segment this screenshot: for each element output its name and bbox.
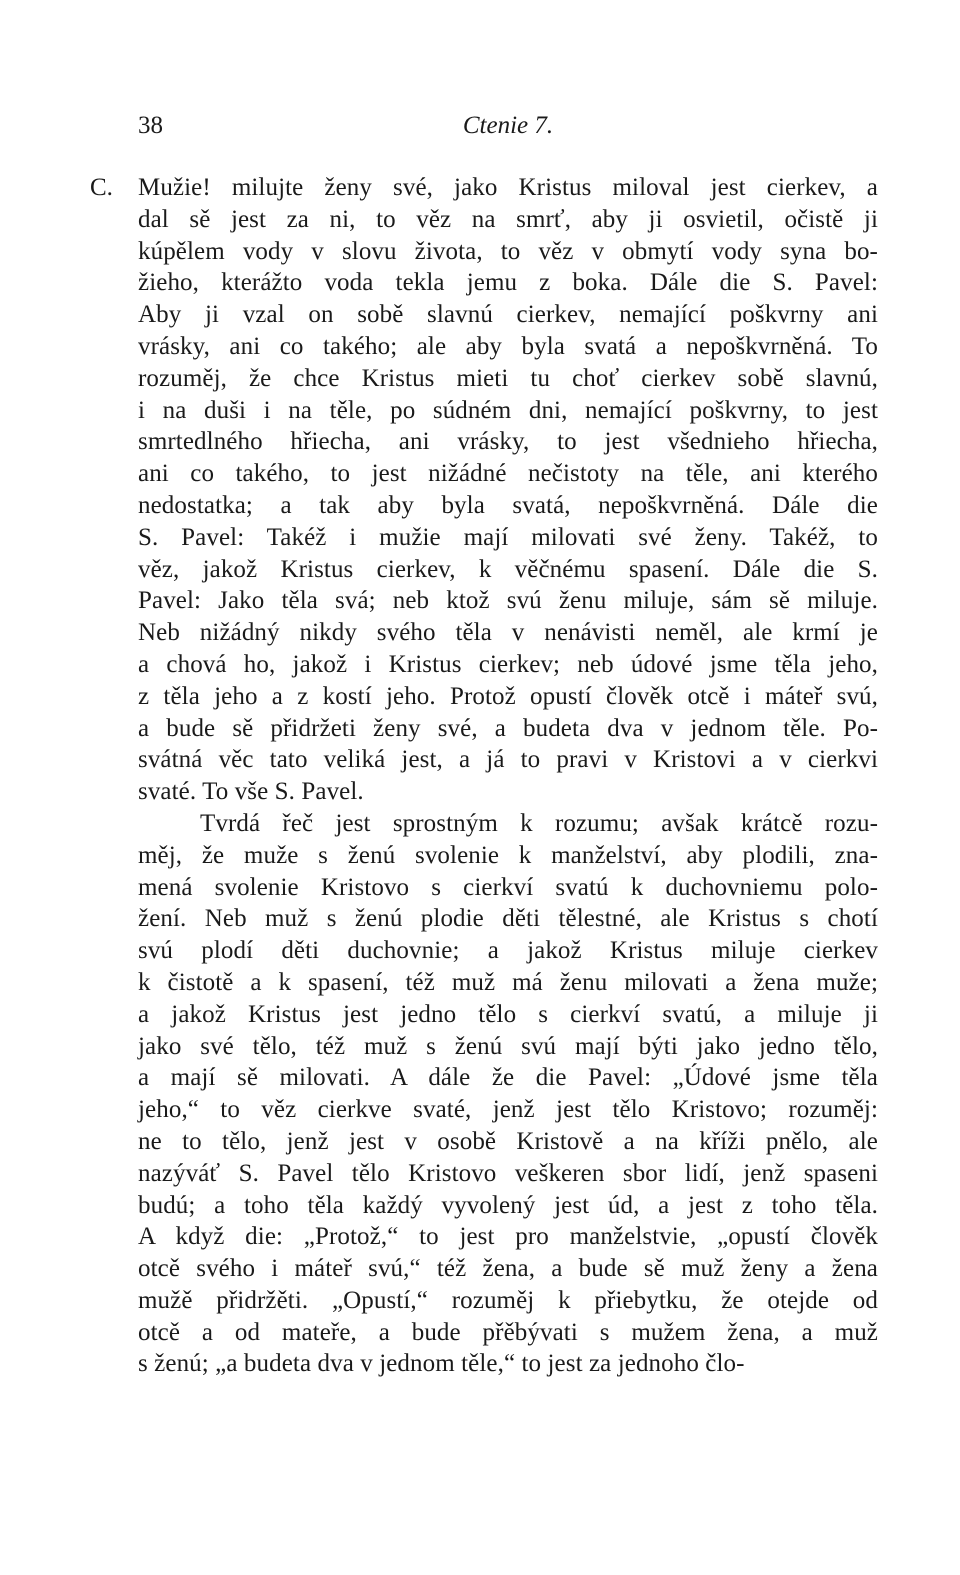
text-line: nazýváť S. Pavel tělo Kristovo veškeren sbor lidí, jenž spaseni <box>138 1159 878 1187</box>
running-head <box>138 112 878 142</box>
text-line: jeho,“ to věz cierkve svaté, jenž jest tělo Kristovo; rozuměj: <box>138 1096 878 1124</box>
text-line: svú plodí děti duchovnie; a jakož Kristus miluje cierkev <box>138 937 878 965</box>
text-line: měj, že muže s ženú svolenie k manželství, aby plodili, zna- <box>138 841 878 869</box>
text-line: s ženú; „a budeta dva v jednom těle,“ to jest za jednoho člo- <box>138 1350 745 1378</box>
body-text <box>138 172 878 1380</box>
page-number: 38 <box>138 112 163 139</box>
text-line: S. Pavel: Takéž i mužie mají milovati své ženy. Takéž, to <box>138 523 878 551</box>
text-line: Mužie! milujte ženy své, jako Kristus miloval jest cierkev, a <box>138 174 878 201</box>
text-line: rozuměj, že chce Kristus mieti tu choť cierkev sobě slavnú, <box>138 364 878 392</box>
text-line: A když die: „Protož,“ to jest pro manželstvie, „opustí člověk <box>138 1223 878 1251</box>
text-line: a mají sě milovati. A dále že die Pavel: „Údové jsme těla <box>138 1064 878 1092</box>
text-line: z těla jeho a z kostí jeho. Protož opustí člověk otcě i máteř svú, <box>138 682 878 710</box>
text-line: otcě a od mateře, a bude přěbývati s mužem žena, a muž <box>138 1318 878 1346</box>
text-line: kúpělem vody v slovu života, to věz v obmytí vody syna bo- <box>138 237 878 265</box>
text-line: Pavel: Jako těla svá; neb ktož svú ženu miluje, sám sě miluje. <box>138 587 878 615</box>
text-line: věz, jakož Kristus cierkev, k věčnému spasení. Dále die S. <box>138 555 878 583</box>
text-line: k čistotě a k spasení, též muž má ženu milovati a žena muže; <box>138 968 878 996</box>
running-title: Ctenie 7. <box>462 112 554 139</box>
text-line: mužě přidržěti. „Opustí,“ rozuměj k přiebytku, že otejde od <box>138 1286 878 1314</box>
text-line: žení. Neb muž s ženú plodie děti tělestné, ale Kristus s chotí <box>138 905 878 933</box>
text-line: dal sě jest za ni, to věz na smrť, aby ji osvietil, očistě ji <box>138 205 878 233</box>
text-line: a jakož Kristus jest jedno tělo s cierkví svatú, a miluje ji <box>138 1000 878 1028</box>
section-marker: C. <box>90 174 113 201</box>
text-line: a chová ho, jakož i Kristus cierkev; neb údové jsme těla jeho, <box>138 650 878 678</box>
text-line: jako své tělo, též muž s ženú svú mají býti jako jedno tělo, <box>138 1032 878 1060</box>
text-line: nedostatka; a tak aby byla svatá, nepoškvrněná. Dále die <box>138 491 878 519</box>
text-line: vrásky, ani co takého; ale aby byla svatá a nepoškvrněná. To <box>138 332 878 360</box>
text-line: Neb nižádný nikdy svého těla v nenávisti neměl, ale krmí je <box>138 619 878 647</box>
text-line: svaté. To vše S. Pavel. <box>138 778 364 806</box>
text-line: ani co takého, to jest nižádné nečistoty na těle, ani kterého <box>138 460 878 488</box>
text-line: Aby ji vzal on sobě slavnú cierkev, nemající poškvrny ani <box>138 301 878 329</box>
text-line: žieho, kterážto voda tekla jemu z boka. Dále die S. Pavel: <box>138 269 878 297</box>
text-line: mená svolenie Kristovo s cierkví svatú k duchovniemu polo- <box>138 873 878 901</box>
text-line: i na duši i na těle, po súdném dni, nemající poškvrny, to jest <box>138 396 878 424</box>
text-line: smrtedlného hřiecha, ani vrásky, to jest všednieho hřiecha, <box>138 428 878 456</box>
text-line: svátná věc tato veliká jest, a já to pravi v Kristovi a v cierkvi <box>138 746 878 774</box>
paragraph <box>138 172 878 808</box>
text-line: a bude sě přidržeti ženy své, a budeta dva v jednom těle. Po- <box>138 714 878 742</box>
text-line: budú; a toho těla každý vyvolený jest úd, a jest z toho těla. <box>138 1191 878 1219</box>
paragraph <box>138 808 878 1380</box>
text-line: Tvrdá řeč jest sprostným k rozumu; avšak krátcě rozu- <box>200 809 878 837</box>
text-line: ne to tělo, jenž jest v osobě Kristově a na kříži pnělo, ale <box>138 1127 878 1155</box>
text-line: otcě svého i máteř svú,“ též žena, a bude sě muž ženy a žena <box>138 1255 878 1283</box>
